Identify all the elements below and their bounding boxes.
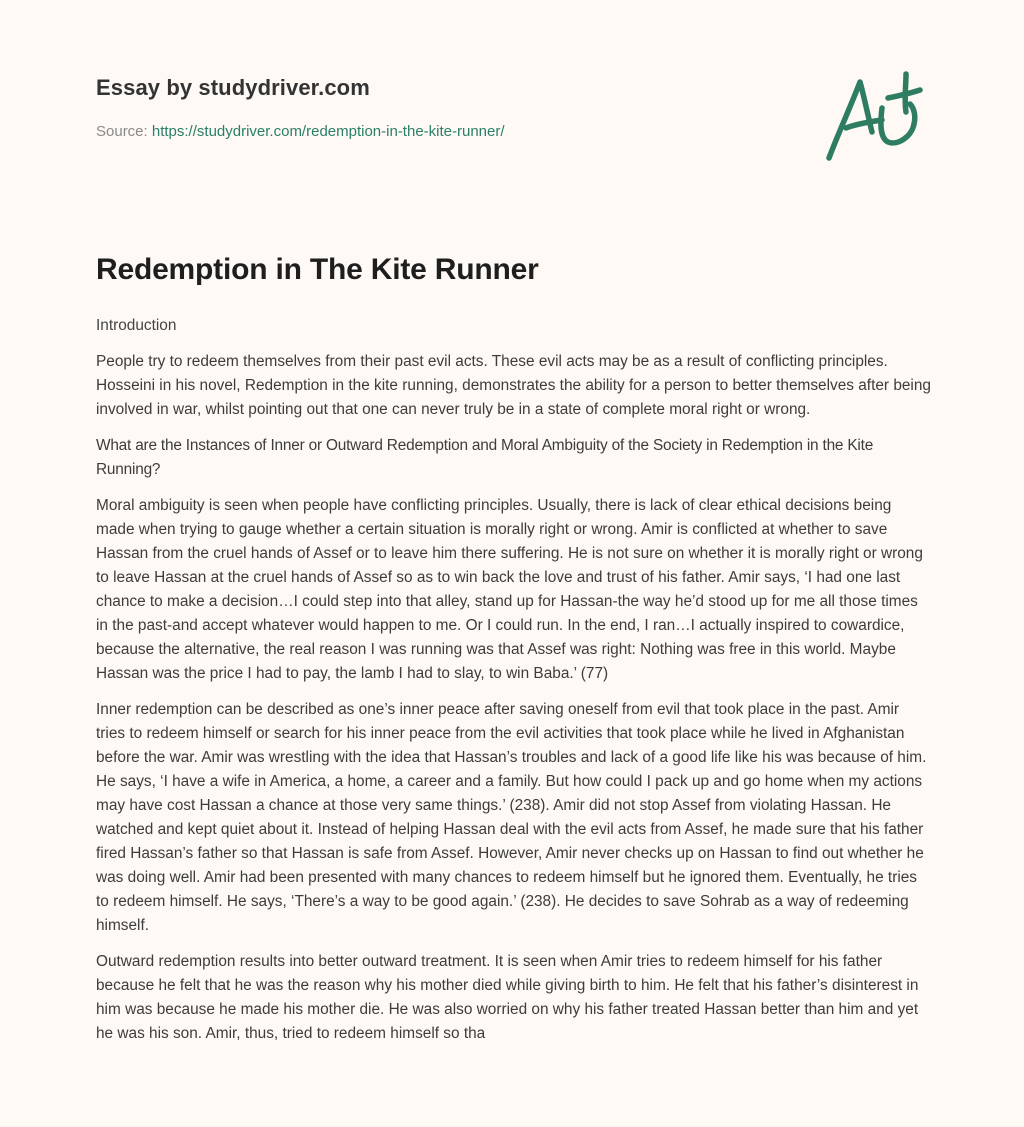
essay-title: Redemption in The Kite Runner — [96, 253, 539, 286]
site-brand: Essay by studydriver.com — [96, 75, 370, 100]
a-plus-logo-icon — [824, 68, 928, 164]
source-label: Source: — [96, 123, 148, 140]
source-link[interactable]: https://studydriver.com/redemption-in-the-kite-runner/ — [151, 123, 505, 140]
source-line — [96, 123, 505, 140]
section-heading-introduction: Introduction — [96, 317, 177, 334]
essay-page — [96, 0, 931, 1042]
paragraph-inner-redemption: Inner redemption can be described as one’s inner peace after saving oneself from evil that took place in the past. Amir tries to redeem himself or search for his inner peace from the evil activities that took place while he lived in Afghanistan before the war. Amir was wrestling with the idea that Hassan’s troubles and lack of a good life like his was because of him. He says, ‘I have a wife in America, a home, a career and a family. But how could I pack up and go home when my actions may have cost Hassan a chance at those very same things.’ (238). Amir did not stop Assef from violating Hassan. He watched and kept quiet about it. Instead of helping Hassan deal with the evil acts from Assef, he made sure that his father fired Hassan’s father so that Hassan is safe from Assef. However, Amir never checks up on Hassan to find out whether he was doing well. Amir had been presented with many chances to redeem himself but he ignored them. Eventually, he tries to redeem himself. He says, ‘There’s a way to be good again.’ (238). He decides to save Sohrab as a way of redeeming himself. — [96, 701, 927, 934]
paragraph-moral-ambiguity: Moral ambiguity is seen when people have conflicting principles. Usually, there is lack of clear ethical decisions being made when trying to gauge whether a certain situation is morally right or wrong. Amir is conflicted at whether to save Hassan from the cruel hands of Assef or to leave him there suffering. He is not sure on whether it is morally right or wrong to leave Hassan at the cruel hands of Assef so as to win back the love and trust of his father. Amir says, ‘I had one last chance to make a decision…I could step into that alley, stand up for Hassan-the way he’d stood up for me all those times in the past-and accept whatever would happen to me. Or I could run. In the end, I ran…I actually inspired to cowardice, because the alternative, the real reason I was running was that Assef was right: Nothing was free in this world. Maybe Hassan was the price I had to pay, the lamb I had to slay, to win Baba.’ (77) — [96, 497, 923, 682]
page-header — [96, 0, 928, 200]
paragraph-intro: People try to redeem themselves from their past evil acts. These evil acts may be as a result of conflicting principles. Hosseini in his novel, Redemption in the kite running, demonstrates the ability for a person to better themselves after being involved in war, whilst pointing out that one can never truly be in a state of complete moral right or wrong. — [96, 353, 931, 418]
essay-body — [96, 314, 932, 1058]
paragraph-outward-redemption: Outward redemption results into better outward treatment. It is seen when Amir tries to redeem himself for his father because he felt that he was the reason why his mother died while giving birth to him. He felt that his father’s disinterest in him was because he made his mother die. He was also worried on why his father treated Hassan better than him and yet he was his son. Amir, thus, tried to redeem himself so tha — [96, 953, 919, 1042]
paragraph-question: What are the Instances of Inner or Outward Redemption and Moral Ambiguity of the Society in Redemption in the Kite Running? — [96, 437, 874, 478]
